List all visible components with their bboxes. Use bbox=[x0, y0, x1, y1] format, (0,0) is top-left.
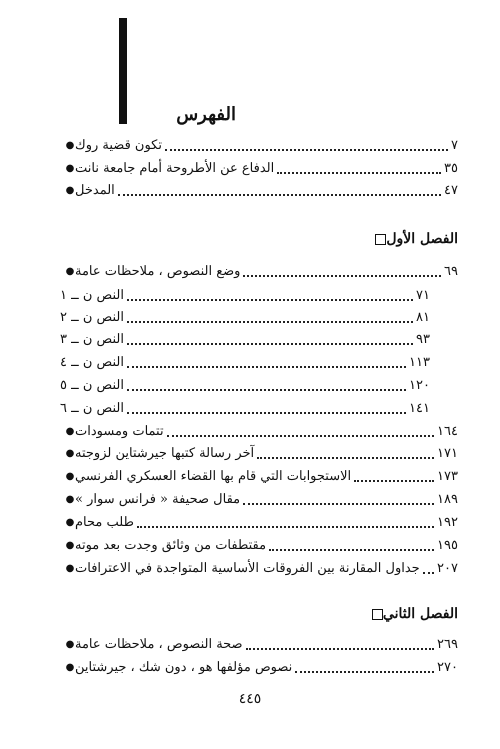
entry-title: آخر رسالة كتبها جيرشتاين لزوجته bbox=[75, 446, 255, 461]
section-heading-chapter1 bbox=[369, 229, 458, 249]
toc-entry bbox=[60, 514, 458, 532]
dot-leader bbox=[137, 526, 434, 528]
entry-page: ٨١ bbox=[416, 310, 430, 325]
dot-leader bbox=[127, 389, 406, 391]
toc-subentry bbox=[60, 377, 430, 395]
bullet-icon: ● bbox=[65, 471, 75, 482]
dot-leader bbox=[127, 321, 413, 323]
entry-title: المدخل bbox=[75, 183, 115, 198]
bullet-icon: ● bbox=[65, 140, 75, 151]
toc-entry bbox=[60, 160, 458, 178]
bullet-icon: ● bbox=[65, 448, 75, 459]
bullet-icon: ● bbox=[65, 563, 75, 574]
bullet-icon: ● bbox=[65, 517, 75, 528]
toc-entry bbox=[60, 182, 458, 200]
entry-page: ١٧١ bbox=[437, 446, 458, 461]
entry-page: ١٩٥ bbox=[437, 538, 458, 553]
checkbox-square-icon bbox=[372, 609, 383, 620]
bullet-icon: ● bbox=[65, 163, 75, 174]
entry-page: ١٦٤ bbox=[437, 424, 458, 439]
bullet-icon: ● bbox=[65, 426, 75, 437]
dot-leader bbox=[423, 572, 434, 574]
bullet-icon: ● bbox=[65, 494, 75, 505]
bullet-icon: ● bbox=[65, 662, 75, 673]
entry-title: تتمات ومسودات bbox=[75, 424, 164, 439]
entry-page: ١٧٣ bbox=[437, 469, 458, 484]
bullet-icon: ● bbox=[65, 639, 75, 650]
toc-entry bbox=[60, 423, 458, 441]
entry-title: النص ن ــ ٢ bbox=[60, 310, 124, 325]
entry-title: الدفاع عن الأطروحة أمام جامعة نانت bbox=[75, 161, 275, 176]
entry-page: ١٩٢ bbox=[437, 515, 458, 530]
dot-leader bbox=[127, 299, 413, 301]
entry-title: النص ن ــ ١ bbox=[60, 288, 124, 303]
toc-entry bbox=[60, 636, 458, 654]
dot-leader bbox=[257, 457, 434, 459]
entry-title: النص ن ــ ٦ bbox=[60, 401, 124, 416]
toc-subentry bbox=[60, 331, 430, 349]
toc-subentry bbox=[60, 309, 430, 327]
entry-title: طلب محام bbox=[75, 515, 134, 530]
checkbox-square-icon bbox=[375, 234, 386, 245]
entry-page: ٩٣ bbox=[416, 332, 430, 347]
entry-page: ٤٧ bbox=[444, 183, 458, 198]
entry-page: ١٨٩ bbox=[437, 492, 458, 507]
section-title: الفصل الثاني bbox=[382, 606, 458, 622]
toc-entry bbox=[60, 659, 458, 677]
page-number: ٤٤٥ bbox=[238, 691, 262, 707]
entry-page: ٢٠٧ bbox=[437, 561, 458, 576]
dot-leader bbox=[354, 480, 434, 482]
dot-leader bbox=[167, 435, 434, 437]
section-heading-chapter2 bbox=[366, 604, 458, 624]
bullet-icon: ● bbox=[65, 185, 75, 196]
entry-title: الاستجوابات التي قام بها القضاء العسكري الفرنسي bbox=[75, 469, 352, 484]
section-title: الفصل الأول bbox=[386, 231, 458, 247]
dot-leader bbox=[127, 343, 413, 345]
entry-page: ١٤١ bbox=[409, 401, 430, 416]
dot-leader bbox=[295, 671, 434, 673]
entry-title: وضع النصوص ، ملاحظات عامة bbox=[75, 264, 241, 279]
toc-entry bbox=[60, 491, 458, 509]
entry-title: مقال صحيفة « فرانس سوار » bbox=[75, 492, 241, 507]
toc-subentry bbox=[60, 287, 430, 305]
entry-title: تكون قضية روك bbox=[75, 138, 162, 153]
dot-leader bbox=[243, 503, 434, 505]
toc-entry bbox=[60, 560, 458, 578]
entry-title: نصوص مؤلفها هو ، دون شك ، جيرشتاين bbox=[75, 660, 293, 675]
decorative-vertical-bar bbox=[119, 18, 127, 124]
entry-title: صحة النصوص ، ملاحظات عامة bbox=[75, 637, 243, 652]
dot-leader bbox=[165, 149, 448, 151]
entry-title: مقتطفات من وثائق وجدت بعد موته bbox=[75, 538, 267, 553]
dot-leader bbox=[277, 172, 441, 174]
entry-title: النص ن ــ ٤ bbox=[60, 355, 124, 370]
dot-leader bbox=[118, 194, 441, 196]
entry-page: ٣٥ bbox=[444, 161, 458, 176]
entry-title: النص ن ــ ٥ bbox=[60, 378, 124, 393]
toc-entry bbox=[60, 137, 458, 155]
entry-page: ٢٧٠ bbox=[437, 660, 458, 675]
toc-entry bbox=[60, 263, 458, 281]
entry-title: النص ن ــ ٣ bbox=[60, 332, 124, 347]
dot-leader bbox=[127, 412, 406, 414]
toc-entry bbox=[60, 445, 458, 463]
entry-page: ١١٣ bbox=[409, 355, 430, 370]
dot-leader bbox=[246, 648, 434, 650]
entry-page: ١٢٠ bbox=[409, 378, 430, 393]
page-title: الفهرس bbox=[176, 104, 236, 125]
entry-title: جداول المقارنة بين الفروقات الأساسية المتواجدة في الاعترافات bbox=[75, 561, 420, 576]
toc-entry bbox=[60, 468, 458, 486]
bullet-icon: ● bbox=[65, 266, 75, 277]
entry-page: ٦٩ bbox=[444, 264, 458, 279]
entry-page: ٧ bbox=[451, 138, 458, 153]
entry-page: ٢٦٩ bbox=[437, 637, 458, 652]
bullet-icon: ● bbox=[65, 540, 75, 551]
toc-entry bbox=[60, 537, 458, 555]
toc-subentry bbox=[60, 354, 430, 372]
entry-page: ٧١ bbox=[416, 288, 430, 303]
dot-leader bbox=[269, 549, 434, 551]
dot-leader bbox=[243, 275, 441, 277]
dot-leader bbox=[127, 366, 406, 368]
toc-subentry bbox=[60, 400, 430, 418]
